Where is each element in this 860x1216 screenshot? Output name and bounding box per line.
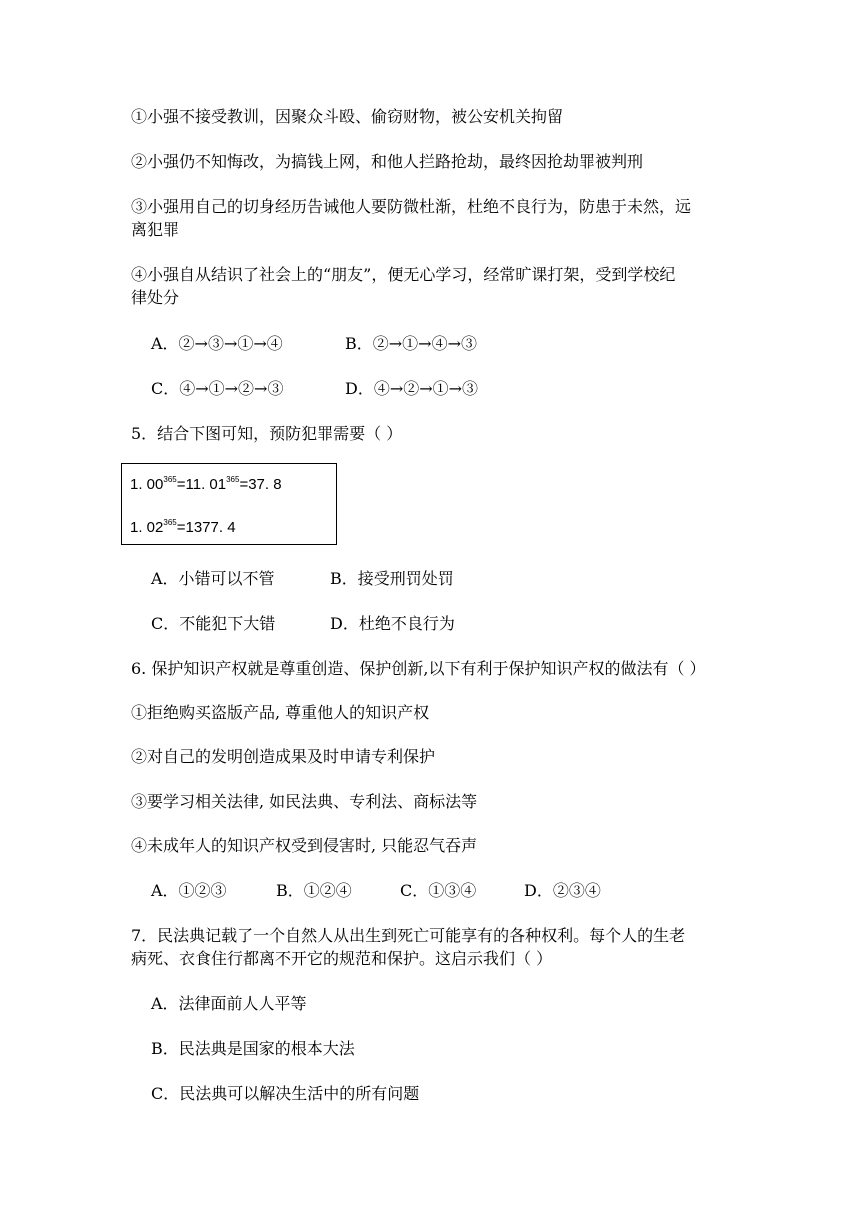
formula1-exp2: 365 <box>226 475 240 484</box>
formula2-exp: 365 <box>163 518 177 527</box>
q4-item-3-cont: 离犯罪 <box>131 220 180 239</box>
q6-option-c: C．①③④ <box>400 881 477 900</box>
formula1-mid: =11. 01 <box>176 476 227 493</box>
q4-option-d: D．④→②→①→③ <box>345 379 479 398</box>
q5-option-b: B．接受刑罚处罚 <box>330 569 454 588</box>
q7-stem-line-2: 病死、衣食住行都离不开它的规范和保护。这启示我们（ ） <box>131 949 553 968</box>
q4-item-3: ③小强用自己的切身经历告诫他人要防微杜渐，杜绝不良行为，防患于未然，远 <box>131 197 692 216</box>
q7-option-c: C．民法典可以解决生活中的所有问题 <box>151 1084 420 1103</box>
formula-line-2 <box>130 518 236 536</box>
q6-option-d: D．②③④ <box>524 881 601 900</box>
formula1-result: =37. 8 <box>239 476 282 493</box>
q6-item-3: ③要学习相关法律, 如民法典、专利法、商标法等 <box>131 792 478 811</box>
q6-option-b: B．①②④ <box>276 881 352 900</box>
q4-item-2: ②小强仍不知悔改，为搞钱上网，和他人拦路抢劫，最终因抢劫罪被判刑 <box>131 152 644 171</box>
q4-item-1: ①小强不接受教训，因聚众斗殴、偷窃财物，被公安机关拘留 <box>131 107 564 126</box>
formula-box <box>121 463 337 545</box>
q6-stem: 6. 保护知识产权就是尊重创造、保护创新,以下有利于保护知识产权的做法有（ ） <box>131 659 706 678</box>
q4-item-4: ④小强自从结识了社会上的“朋友”，便无心学习，经常旷课打架，受到学校纪 <box>131 265 676 284</box>
q6-item-1: ①拒绝购买盗版产品, 尊重他人的知识产权 <box>131 703 430 722</box>
q4-option-b: B．②→①→④→③ <box>345 334 477 353</box>
formula2-base: 1. 02 <box>130 519 164 536</box>
q4-option-c: C．④→①→②→③ <box>151 379 284 398</box>
q5-option-a: A．小错可以不管 <box>151 569 275 588</box>
formula-line-1 <box>130 475 282 493</box>
formula1-base: 1. 00 <box>130 476 164 493</box>
q6-option-a: A．①②③ <box>151 881 227 900</box>
q5-option-d: D．杜绝不良行为 <box>330 614 455 633</box>
q5-option-c: C．不能犯下大错 <box>151 614 276 633</box>
q4-option-a: A．②→③→①→④ <box>151 334 283 353</box>
q6-item-2: ②对自己的发明创造成果及时申请专利保护 <box>131 747 436 766</box>
q7-option-a: A．法律面前人人平等 <box>151 994 307 1013</box>
q5-stem: 5．结合下图可知，预防犯罪需要（ ） <box>131 424 403 443</box>
q7-option-b: B．民法典是国家的根本大法 <box>151 1039 355 1058</box>
q6-item-4: ④未成年人的知识产权受到侵害时, 只能忍气吞声 <box>131 836 478 855</box>
q4-item-4-cont: 律处分 <box>131 288 180 307</box>
formula2-result: =1377. 4 <box>176 519 236 536</box>
q7-stem-line-1: 7．民法典记载了一个自然人从出生到死亡可能享有的各种权利。每个人的生老 <box>131 926 686 945</box>
formula1-exp1: 365 <box>163 475 177 484</box>
